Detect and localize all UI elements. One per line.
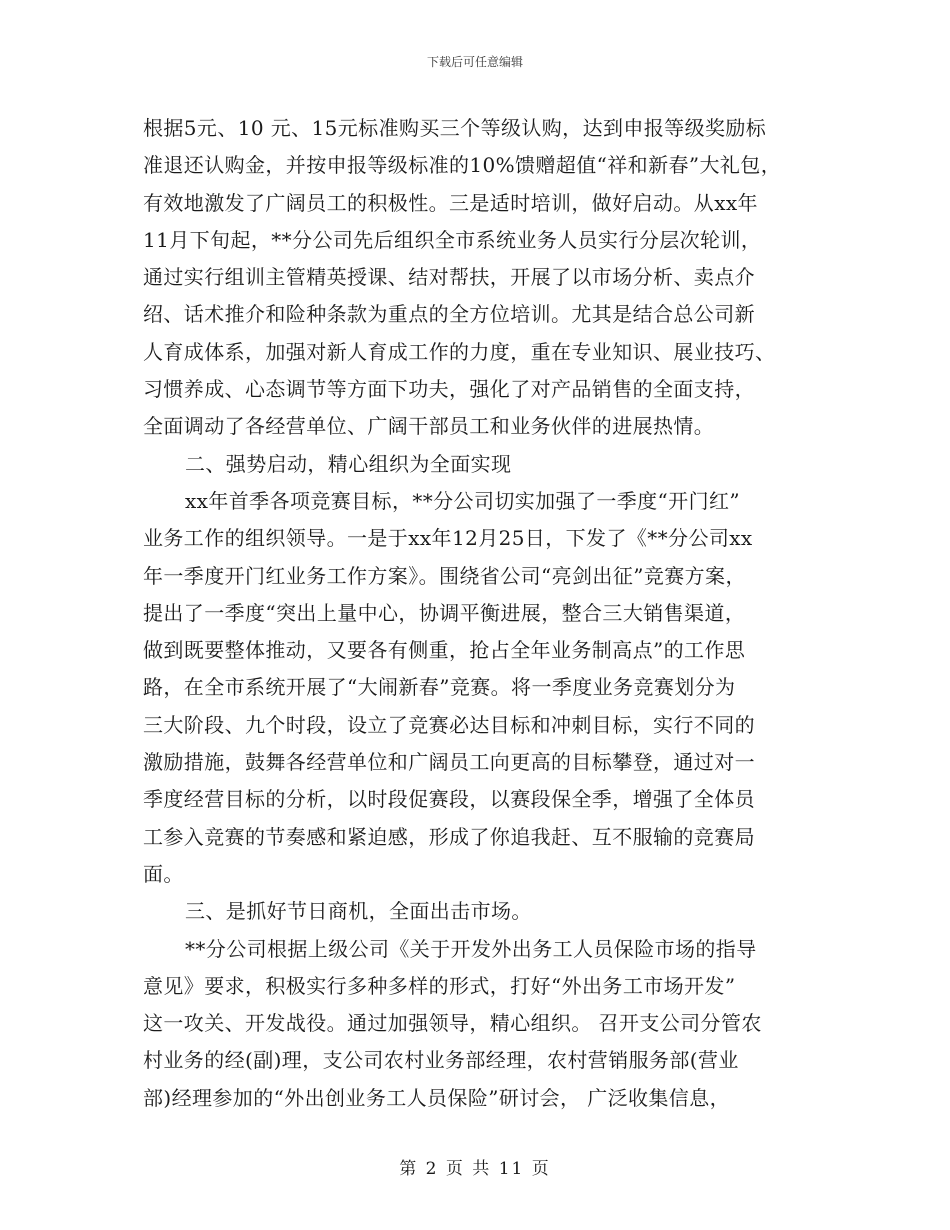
text-line: 绍、话术推介和险种条款为重点的全方位培训。尤其是结合总公司新 <box>143 302 755 327</box>
text-line: 提出了一季度“突出上量中心，协调平衡进展，整合三大销售渠道， <box>143 600 746 625</box>
text-line: 全面调动了各经营单位、广阔干部员工和业务伙伴的进展热情。 <box>143 414 715 439</box>
text-line: 路，在全市系统开展了“大闹新春”竞赛。将一季度业务竞赛划分为 <box>143 675 736 700</box>
header-note: 下载后可任意编辑 <box>426 55 523 69</box>
section-heading: 三、是抓好节日商机，全面出击市场。 <box>185 899 532 924</box>
text-line: 季度经营目标的分析，以时段促赛段，以赛段保全季，增强了全体员 <box>143 787 755 812</box>
text-line: 工参入竞赛的节奏感和紧迫感，形成了你追我赶、互不服输的竞赛局 <box>143 824 755 849</box>
text-line: 根据5元、10 元、15元标准购买三个等级认购，达到申报等级奖励标 <box>143 116 767 140</box>
text-line: 这一攻关、开发战役。通过加强领导，精心组织。 召开支公司分管农 <box>143 1011 762 1036</box>
text-line: 准退还认购金，并按申报等级标准的10%馈赠超值“祥和新春”大礼包， <box>143 153 782 178</box>
text-line: 11月下旬起，**分公司先后组织全市系统业务人员实行分层次轮训， <box>143 227 762 252</box>
text-line: 人育成体系，加强对新人育成工作的力度，重在专业知识、展业技巧、 <box>143 339 776 364</box>
text-line: 激励措施，鼓舞各经营单位和广阔员工向更高的目标攀登，通过对一 <box>143 750 755 775</box>
text-line: 面。 <box>143 861 184 886</box>
section-heading: 二、强势启动，精心组织为全面实现 <box>185 451 512 476</box>
text-line: 意见》要求，积极实行多种多样的形式，打好“外出务工市场开发” <box>143 973 736 998</box>
text-line: 年一季度开门红业务工作方案》。围绕省公司“亮剑出征”竞赛方案， <box>143 563 746 588</box>
text-line: 有效地激发了广阔员工的积极性。三是适时培训，做好启动。从xx年 <box>143 190 758 215</box>
text-line: 部)经理参加的“外出创业务工人员保险”研讨会， 广泛收集信息， <box>143 1085 731 1110</box>
text-line: 三大阶段、九个时段，设立了竞赛必达目标和冲刺目标，实行不同的 <box>143 712 755 737</box>
text-line: 习惯养成、心态调节等方面下功夫，强化了对产品销售的全面支持， <box>143 377 755 402</box>
text-line: 做到既要整体推动，又要各有侧重，抢占全年业务制高点”的工作思 <box>143 638 746 663</box>
text-line: 村业务的经(副)理，支公司农村业务部经理，农村营销服务部(营业 <box>143 1048 739 1073</box>
text-line: **分公司根据上级公司《关于开发外出务工人员保险市场的指导 <box>185 936 757 961</box>
text-line: xx年首季各项竞赛目标，**分公司切实加强了一季度“开门红” <box>185 488 741 513</box>
page-footer: 第 2 页 共 11 页 <box>399 1159 551 1179</box>
body-text <box>143 110 808 1117</box>
text-line: 业务工作的组织领导。一是于xx年12月25日，下发了《**分公司xx <box>143 526 753 551</box>
text-line: 通过实行组训主管精英授课、结对帮扶，开展了以市场分析、卖点介 <box>143 265 755 290</box>
